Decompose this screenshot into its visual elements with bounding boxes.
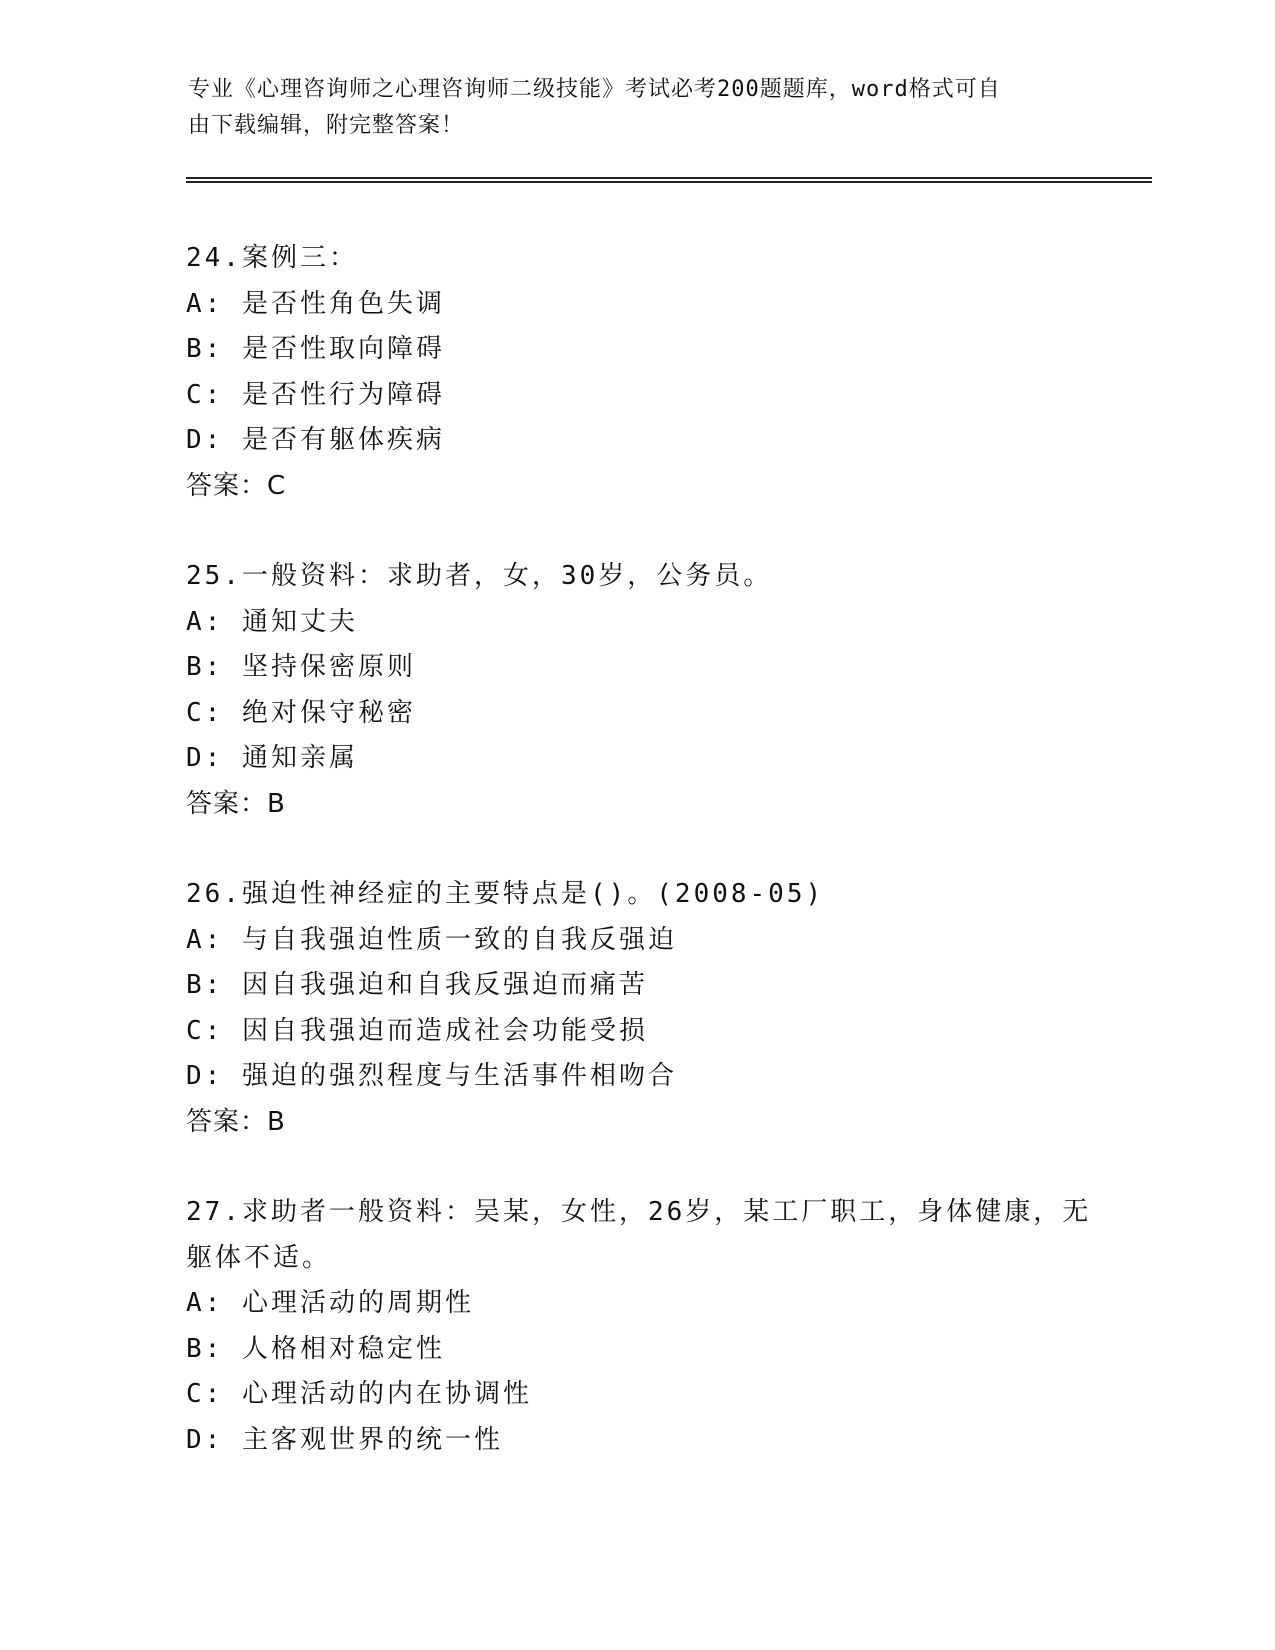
- question-stem: 24.案例三：: [186, 243, 358, 273]
- option-a: A: 通知丈夫: [186, 606, 358, 637]
- question-25: [186, 554, 1186, 827]
- answer-line: 答案：B: [186, 1106, 286, 1137]
- question-27: [186, 1190, 1186, 1463]
- question-stem: 26.强迫性神经症的主要特点是()。(2008-05): [186, 879, 825, 909]
- header-divider: [186, 177, 1152, 183]
- option-a: A: 与自我强迫性质一致的自我反强迫: [186, 924, 677, 955]
- option-d: D: 是否有躯体疾病: [186, 425, 445, 455]
- answer-line: 答案：B: [186, 788, 286, 819]
- header-line-1: 专业《心理咨询师之心理咨询师二级技能》考试必考200题题库，word格式可自: [188, 77, 1001, 102]
- question-26: [186, 872, 1186, 1145]
- option-b: B: 是否性取向障碍: [186, 334, 445, 364]
- option-b: B: 坚持保密原则: [186, 652, 416, 682]
- option-c: C: 是否性行为障碍: [186, 379, 445, 410]
- answer-line: 答案：C: [186, 470, 287, 501]
- question-stem-line-1: 27.求助者一般资料：吴某，女性，26岁，某工厂职工，身体健康，无: [186, 1197, 1092, 1227]
- question-stem-line-2: 躯体不适。: [186, 1242, 332, 1273]
- option-a: A: 是否性角色失调: [186, 288, 445, 319]
- document-header: [188, 72, 1088, 144]
- option-c: C: 心理活动的内在协调性: [186, 1379, 532, 1409]
- option-a: A: 心理活动的周期性: [186, 1288, 474, 1318]
- option-d: D: 主客观世界的统一性: [186, 1424, 503, 1455]
- question-list: [186, 236, 1186, 1508]
- option-c: C: 因自我强迫而造成社会功能受损: [186, 1015, 648, 1046]
- question-24: [186, 236, 1186, 509]
- option-b: B: 因自我强迫和自我反强迫而痛苦: [186, 970, 648, 1000]
- option-b: B: 人格相对稳定性: [186, 1333, 445, 1364]
- header-line-2: 由下载编辑，附完整答案！: [188, 113, 465, 138]
- option-c: C: 绝对保守秘密: [186, 697, 416, 728]
- option-d: D: 通知亲属: [186, 743, 358, 773]
- option-d: D: 强迫的强烈程度与生活事件相吻合: [186, 1061, 677, 1091]
- question-stem: 25.一般资料：求助者，女，30岁，公务员。: [186, 561, 773, 591]
